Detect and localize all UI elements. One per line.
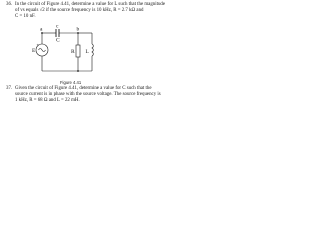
node-a-label: a [40, 26, 43, 33]
sine-wave-icon [39, 49, 46, 52]
inductor-label: L [85, 49, 89, 55]
circuit-diagram [32, 23, 104, 85]
node-dot [77, 70, 79, 72]
figure-caption: Figure 4.41 [60, 80, 82, 85]
problem-number: 36. [6, 2, 13, 7]
source-label: E [32, 48, 36, 54]
source-plus-sign: + [36, 42, 40, 47]
node-b-label: b [76, 26, 80, 33]
problem-text [15, 86, 196, 104]
problem-line: of vs equals √2 if the source frequency is 10 kHz, R = 2.7 kΩ and [15, 8, 144, 14]
resistor-label: R [71, 49, 75, 55]
circuit-figure [32, 23, 104, 85]
node-c-label: c [56, 23, 59, 30]
resistor [76, 45, 80, 57]
problem-line: In the circuit of Figure 4.41, determine a value for L such that the magnitude [15, 2, 166, 7]
problem-line: 1 kHz, R = 68 Ω and L = 22 mH. [15, 98, 80, 104]
problem-number: 37. [6, 86, 13, 91]
capacitor-label: C [56, 37, 60, 44]
problem-text [15, 2, 196, 20]
inductor-coil [92, 44, 93, 56]
problem-line: C = 10 nF. [15, 14, 36, 20]
problem-line: Given the circuit of Figure 4.41, determine a value for C such that the [15, 86, 152, 91]
problem-line: source current is in phase with the source voltage. The source frequency is [15, 92, 161, 98]
